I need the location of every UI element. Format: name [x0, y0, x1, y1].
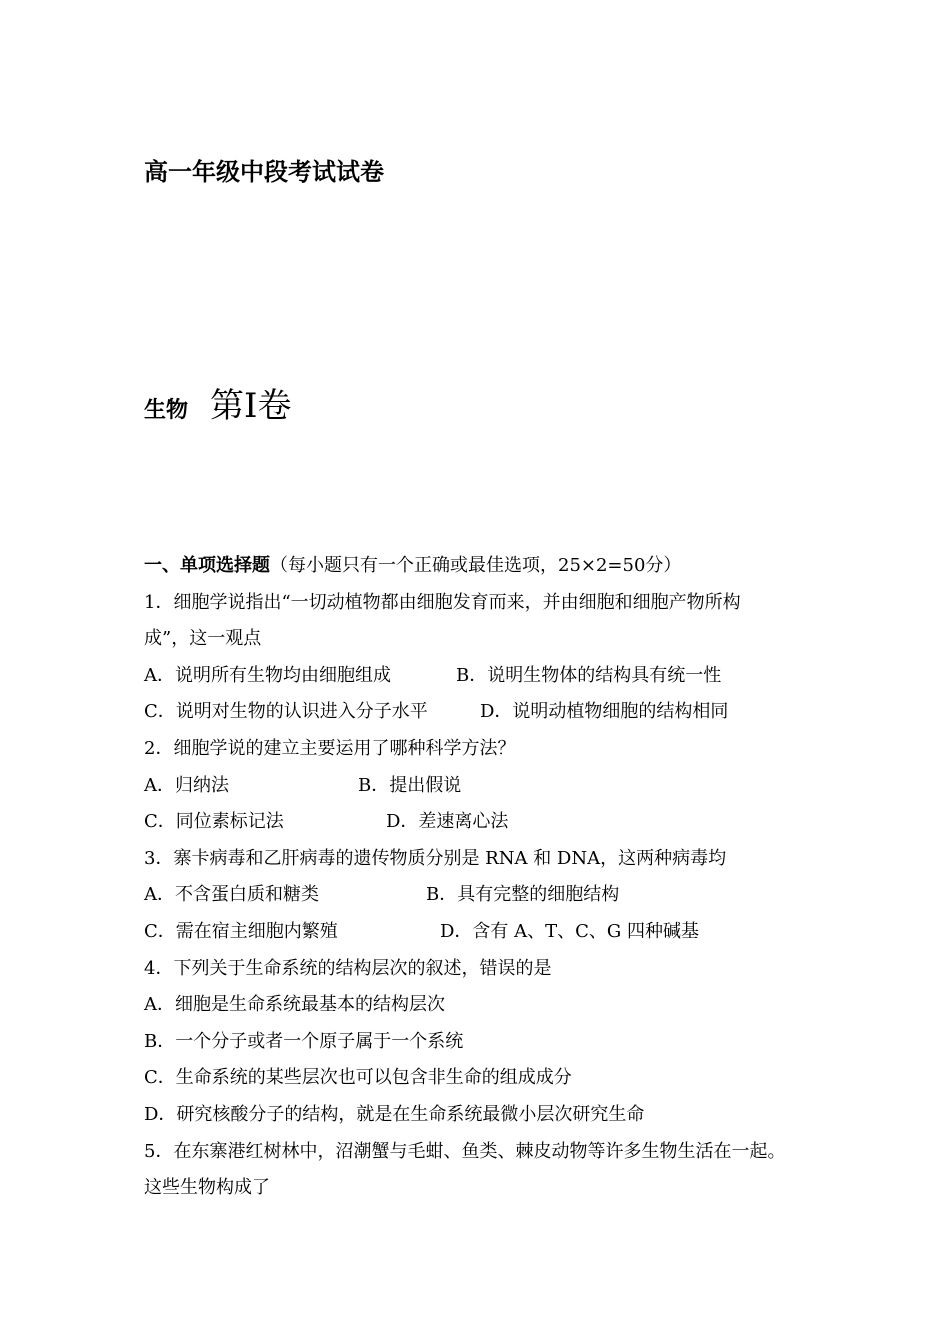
option-a: A．不含蛋白质和糖类: [144, 884, 319, 906]
option-a: A．说明所有生物均由细胞组成: [144, 664, 391, 686]
section-note: （每小题只有一个正确或最佳选项，25×2=50分）: [270, 555, 682, 576]
subject-label: 生物: [144, 397, 189, 423]
question-1: [144, 585, 834, 731]
option-a: A．细胞是生命系统最基本的结构层次: [144, 994, 445, 1016]
question-3: [144, 841, 834, 951]
volume-label: 第Ⅰ卷: [210, 386, 292, 426]
option-b: B．说明生物体的结构具有统一性: [456, 664, 722, 686]
section-header: [144, 548, 834, 585]
question-section: [144, 548, 834, 1207]
option-b: B．一个分子或者一个原子属于一个系统: [144, 1030, 464, 1052]
question-5: [144, 1134, 834, 1207]
option-c: C．说明对生物的认识进入分子水平: [144, 701, 428, 723]
option-c: C．需在宿主细胞内繁殖: [144, 920, 338, 942]
option-d: D．含有 A、T、C、G 四种碱基: [440, 920, 700, 942]
option-row: [144, 694, 834, 731]
question-4: [144, 951, 834, 1134]
exam-title: 高一年级中段考试试卷: [144, 157, 384, 186]
option-d: D．差速离心法: [386, 811, 509, 833]
question-stem-line: 4．下列关于生命系统的结构层次的叙述，错误的是: [144, 957, 552, 979]
option-a: A．归纳法: [144, 774, 229, 796]
option-d: D．说明动植物细胞的结构相同: [480, 701, 729, 723]
question-stem-line: 5．在东寨港红树林中，沼潮蟹与毛蚶、鱼类、棘皮动物等许多生物生活在一起。: [144, 1140, 786, 1162]
question-stem-line: 1．细胞学说指出“一切动植物都由细胞发育而来，并由细胞和细胞产物所构: [144, 591, 741, 613]
question-stem-line: 成”，这一观点: [144, 628, 262, 650]
option-row: [144, 877, 834, 914]
option-row: [144, 658, 834, 695]
option-row: [144, 768, 834, 805]
question-2: [144, 731, 834, 841]
option-b: B．提出假说: [358, 774, 462, 796]
option-c: C．同位素标记法: [144, 811, 284, 833]
section-title: 一、单项选择题: [144, 555, 270, 576]
option-d: D．研究核酸分子的结构，就是在生命系统最微小层次研究生命: [144, 1103, 645, 1125]
option-b: B．具有完整的细胞结构: [426, 884, 620, 906]
question-stem-line: 3．寨卡病毒和乙肝病毒的遗传物质分别是 RNA 和 DNA，这两种病毒均: [144, 847, 727, 869]
option-row: [144, 914, 834, 951]
option-c: C．生命系统的某些层次也可以包含非生命的组成成分: [144, 1067, 572, 1089]
option-row: [144, 804, 834, 841]
question-stem-line: 2．细胞学说的建立主要运用了哪种科学方法？: [144, 737, 516, 759]
volume-heading: [144, 384, 291, 434]
question-stem-line: 这些生物构成了: [144, 1177, 270, 1199]
